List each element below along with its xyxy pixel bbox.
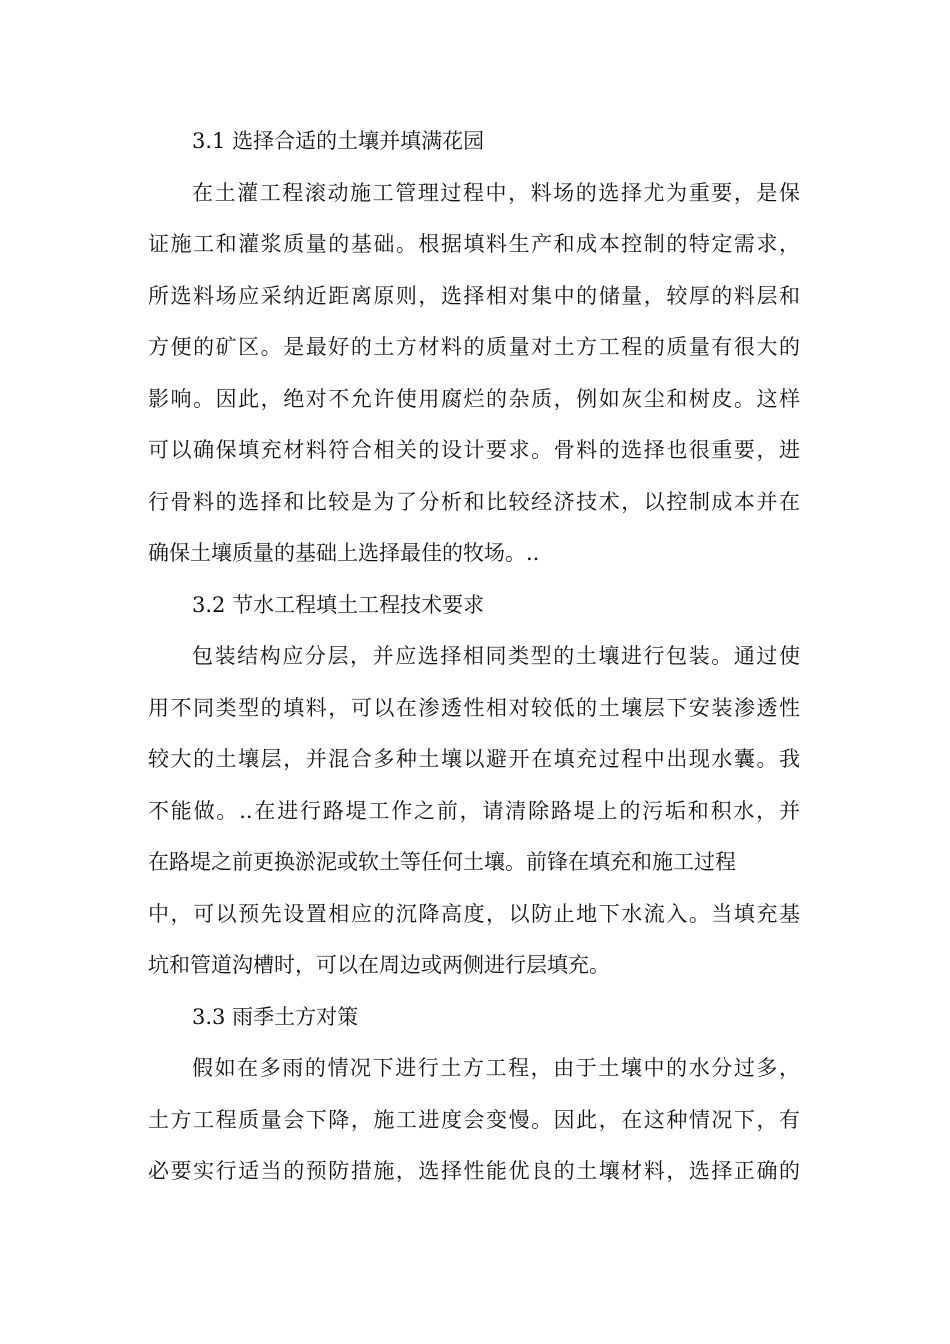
- paragraph-line: 在路堤之前更换淤泥或软土等任何土壤。前锋在填充和施工过程: [148, 850, 736, 874]
- paragraph-line: 在土灌工程滚动施工管理过程中，料场的选择尤为重要，是保: [192, 180, 800, 205]
- paragraph-line: 必要实行适当的预防措施，选择性能优良的土壤材料，选择正确的: [148, 1159, 800, 1183]
- paragraph-line: 可以确保填充材料符合相关的设计要求。骨料的选择也很重要，进: [148, 438, 800, 462]
- section-heading-3-2: 3.2 节水工程填土工程技术要求: [192, 592, 485, 617]
- paragraph-line: 行骨料的选择和比较是为了分析和比较经济技术，以控制成本并在: [148, 489, 800, 514]
- section-heading-3-3: 3.3 雨季土方对策: [192, 1004, 359, 1029]
- section-heading-3-1: 3.1 选择合适的土壤并填满花园: [192, 129, 485, 153]
- paragraph-line: 中，可以预先设置相应的沉降高度，以防止地下水流入。当填充基: [148, 901, 800, 926]
- paragraph-line: 假如在多雨的情况下进行土方工程，由于土壤中的水分过多，: [192, 1056, 800, 1080]
- paragraph-line: 包装结构应分层，并应选择相同类型的土壤进行包装。通过使: [192, 644, 800, 668]
- paragraph-line: 影响。因此，绝对不允许使用腐烂的杂质，例如灰尘和树皮。这样: [148, 386, 800, 411]
- paragraph-line: 较大的土壤层，并混合多种土壤以避开在填充过程中出现水囊。我: [148, 747, 800, 771]
- paragraph-line: 土方工程质量会下降，施工进度会变慢。因此，在这种情况下，有: [148, 1107, 800, 1132]
- paragraph-line: 证施工和灌浆质量的基础。根据填料生产和成本控制的特定需求，: [148, 232, 800, 256]
- paragraph-line: 用不同类型的填料，可以在渗透性相对较低的土壤层下安装渗透性: [148, 695, 800, 720]
- paragraph-line: 坑和管道沟槽时，可以在周边或两侧进行层填充。: [148, 953, 610, 977]
- paragraph-line: 确保土壤质量的基础上选择最佳的牧场。..: [148, 541, 540, 565]
- paragraph-line: 方便的矿区。是最好的土方材料的质量对土方工程的质量有很大的: [148, 335, 800, 359]
- paragraph-line: 不能做。..在进行路堤工作之前，请清除路堤上的污垢和积水，并: [148, 798, 800, 823]
- document-body: [148, 116, 800, 1198]
- paragraph-line: 所选料场应采纳近距离原则，选择相对集中的储量，较厚的料层和: [148, 283, 800, 308]
